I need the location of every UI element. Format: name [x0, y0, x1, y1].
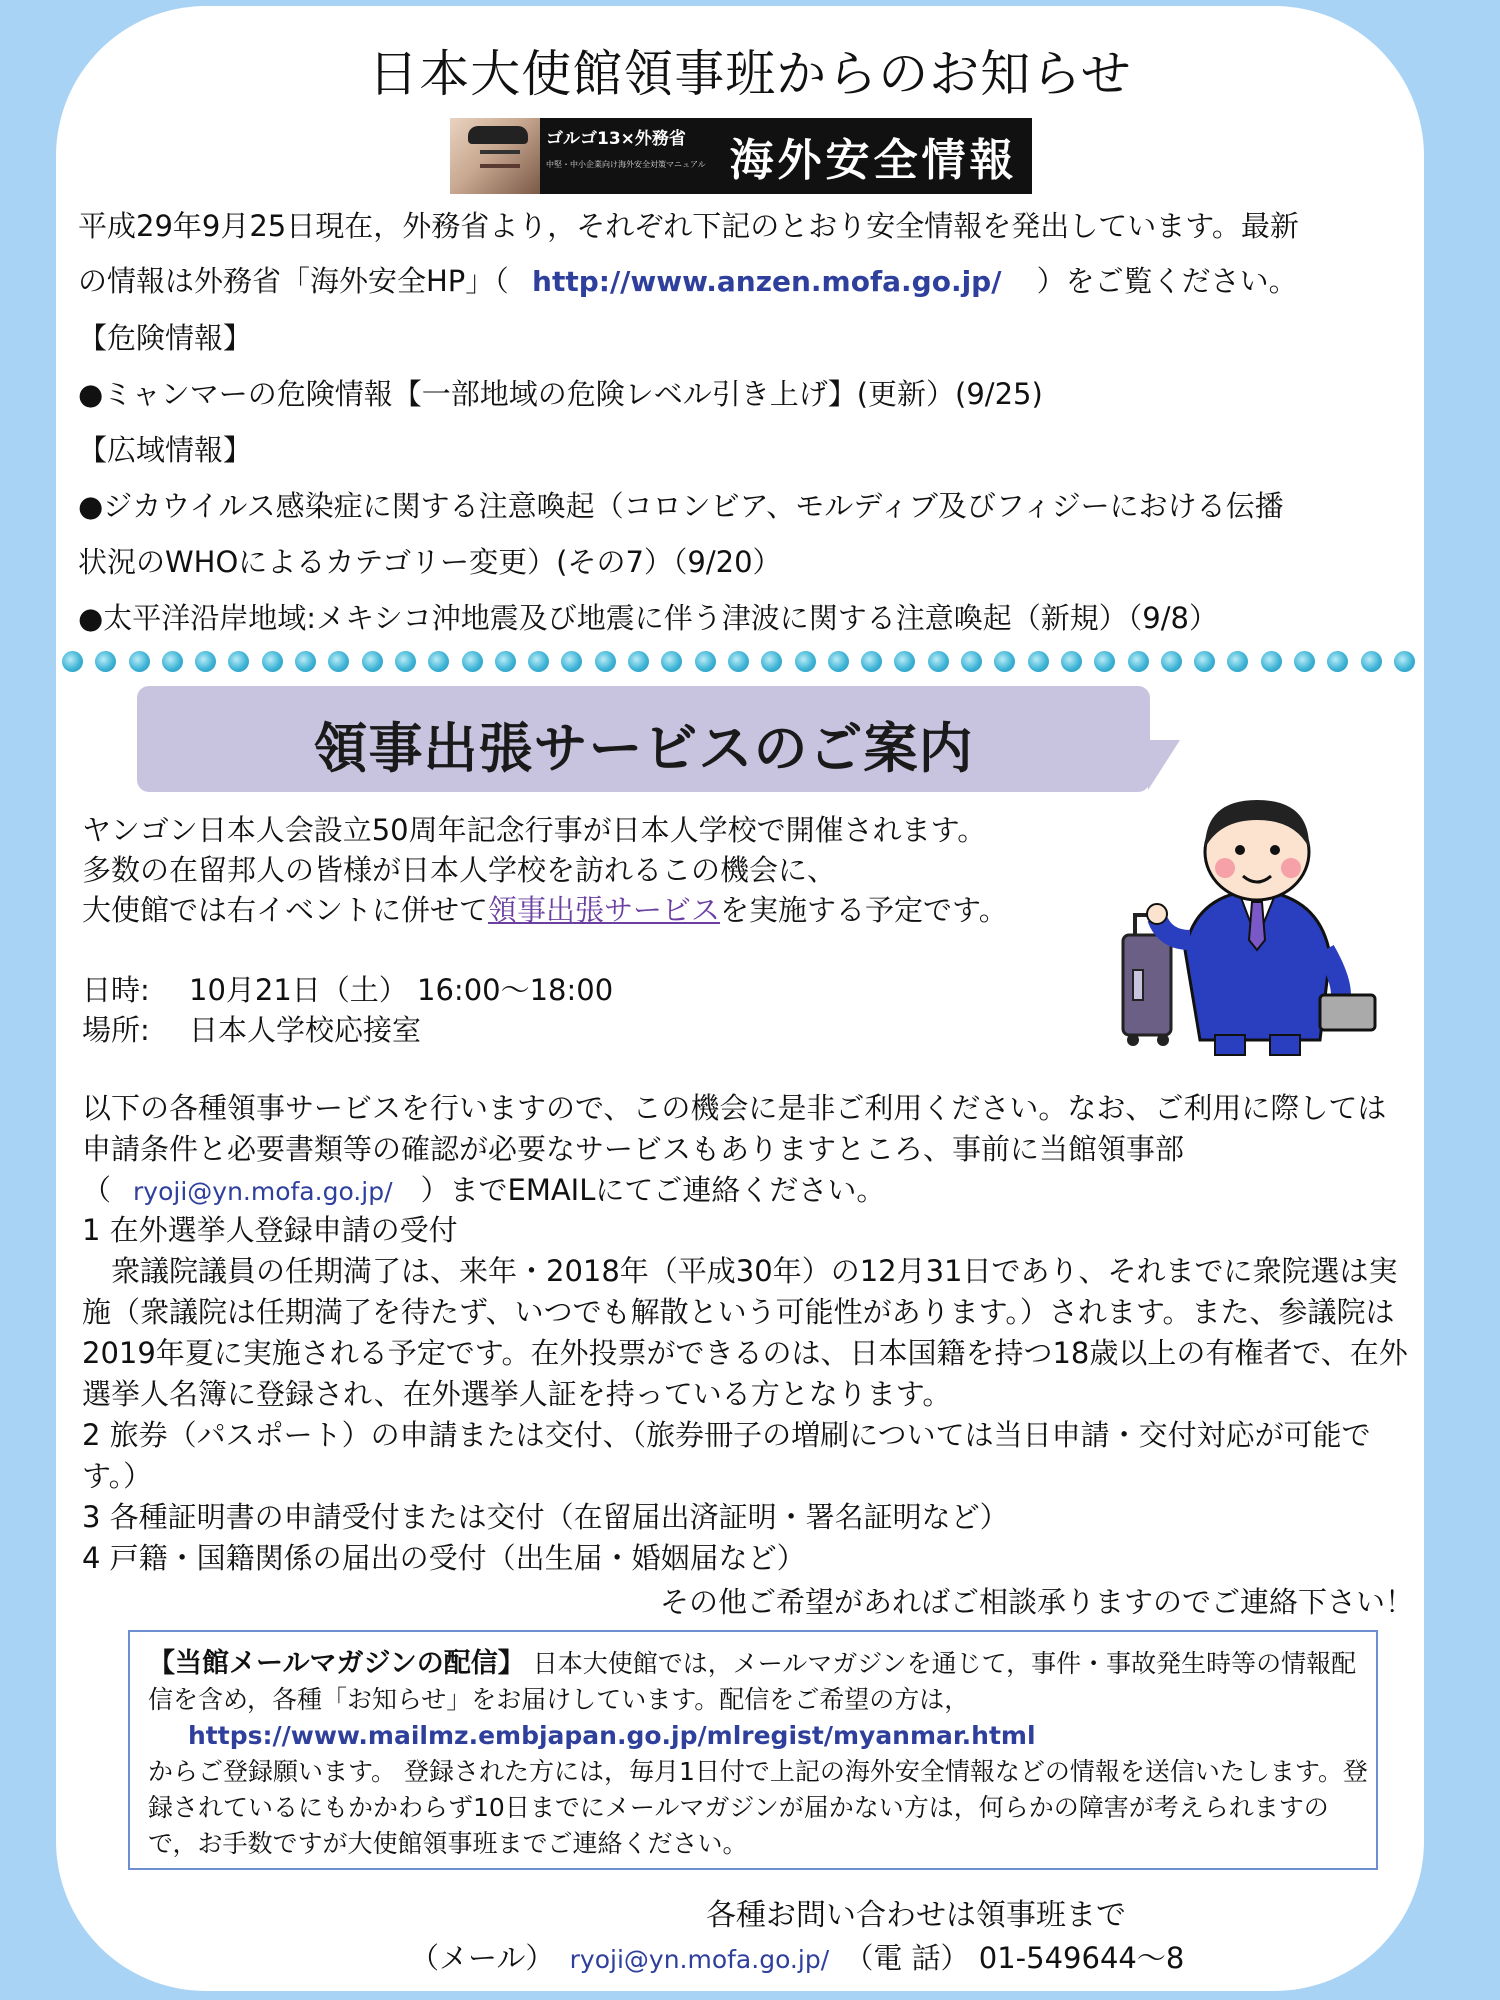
banner-logo-text: ゴルゴ13×外務省: [546, 129, 686, 149]
contact-mail-link[interactable]: ryoji@yn.mofa.go.jp/: [569, 1945, 830, 1974]
divider-dot: [129, 651, 150, 672]
divider-dot: [861, 651, 882, 672]
page-title: 日本大使館領事班からのお知らせ: [368, 45, 1132, 103]
mail-magazine-link[interactable]: https://www.mailmz.embjapan.go.jp/mlregist/myanmar.html: [188, 1721, 1036, 1750]
safety-banner: [450, 118, 1032, 194]
service-line3-text-end: を実施する予定です。: [720, 893, 1008, 927]
divider-dot: [828, 651, 849, 672]
divider-dot: [262, 651, 283, 672]
divider-dot: [62, 651, 83, 672]
service-closing: その他ご希望があればご相談承りますのでご連絡下さい！: [659, 1585, 1414, 1619]
divider-dot: [961, 651, 982, 672]
divider-dot: [894, 651, 915, 672]
contact-line: [410, 1936, 1184, 1977]
service-description: [82, 1088, 1412, 1212]
service-line1: ヤンゴン日本人会設立50周年記念行事が日本人学校で開催されます。: [82, 813, 987, 847]
service-item-2: 2 旅券（パスポート）の申請または交付、（旅券冊子の増刷については当日申請・交付対応が可能です。）: [82, 1418, 1371, 1493]
bubble-tail: [1148, 740, 1180, 790]
divider-dot: [1028, 651, 1049, 672]
danger-item: ●ミャンマーの危険情報【一部地域の危険レベル引き上げ】(更新）(9/25): [78, 377, 1043, 411]
divider-dot: [395, 651, 416, 672]
service-item-4: 4 戸籍・国籍関係の届出の受付（出生届・婚姻届など）: [82, 1541, 806, 1575]
service-heading: 領事出張サービスのご案内: [313, 717, 974, 780]
service-heading-bubble: [137, 686, 1150, 792]
divider-dot: [1194, 651, 1215, 672]
place-label: 場所:: [82, 1013, 150, 1047]
place-value: 日本人学校応接室: [189, 1013, 422, 1047]
divider-dot: [928, 651, 949, 672]
service-line3-text: 大使館では右イベントに併せて: [82, 893, 489, 927]
mail-magazine-text-1: 日本大使館では，メールマガジンを通じて，事件・事故発生時等の情報配信を含め，各種「お知らせ」をお届けしています。配信をご希望の方は，: [148, 1649, 1357, 1714]
divider-dot: [1061, 651, 1082, 672]
divider-dot: [1128, 651, 1149, 672]
divider-dot: [495, 651, 516, 672]
banner-title: 海外安全情報: [729, 135, 1018, 186]
banner-logo: [540, 118, 715, 194]
divider-dot: [1227, 651, 1248, 672]
divider-dot: [661, 651, 682, 672]
wide-area-heading: 【広域情報】: [78, 433, 253, 467]
divider-dot: [628, 651, 649, 672]
wide-area-item1-line1: ●ジカウイルス感染症に関する注意喚起（コロンビア、モルディブ及びフィジーにおける伝播: [78, 489, 1284, 523]
contact-tel: 01-549644～8: [978, 1941, 1185, 1975]
divider-dot: [795, 651, 816, 672]
service-line2: 多数の在留邦人の皆様が日本人学校を訪れるこの機会に、: [82, 853, 837, 887]
contact-heading: 各種お問い合わせは領事班まで: [706, 1898, 1126, 1933]
divider-dot: [595, 651, 616, 672]
mail-magazine-box: [128, 1630, 1378, 1870]
anzen-link[interactable]: http://www.anzen.mofa.go.jp/: [532, 265, 1002, 298]
businessman-illustration: [1105, 790, 1425, 1060]
service-place: [82, 1008, 421, 1049]
safety-intro-text: の情報は外務省「海外安全HP」（: [78, 264, 509, 298]
divider-dot: [362, 651, 383, 672]
divider-dot: [295, 651, 316, 672]
mail-magazine-text-2: からご登録願います。 登録された方には，毎月1日付で上記の海外安全情報などの情報を送信いたします。登録されているにもかかわらず10日までにメールマガジンが届かない方は，何らかの障害が考えられますので，お手数ですが大使館領事班までご連絡ください。: [148, 1757, 1368, 1858]
divider-dot: [1394, 651, 1415, 672]
divider-dot: [462, 651, 483, 672]
divider-dot: [1327, 651, 1348, 672]
divider-dot: [1161, 651, 1182, 672]
service-description-text-end: ）までEMAILにてご連絡ください。: [420, 1173, 886, 1207]
wide-area-item1-line2: 状況のWHOによるカテゴリー変更）(その7）（9/20）: [78, 545, 782, 579]
service-item-1-body: 衆議院議員の任期満了は、来年・2018年（平成30年）の12月31日であり、それまでに衆院選は実施（衆議院は任期満了を待たず、いつでも解散という可能性があります。）されます。また、参議院は2019年夏に実施される予定です。在外投票ができるのは、日本国籍を持つ18歳以上の有権者で、在外選挙人名簿に登録され、在外選挙人証を持っている方となります。: [82, 1254, 1408, 1411]
service-item-3: 3 各種証明書の申請受付または交付（在留届出済証明・署名証明など）: [82, 1500, 1009, 1534]
divider-dot: [761, 651, 782, 672]
service-link[interactable]: 領事出張サービス: [488, 893, 721, 927]
divider-dot: [1094, 651, 1115, 672]
divider-dot: [162, 651, 183, 672]
contact-mail-label: （メール）: [410, 1941, 555, 1975]
divider-dot: [1294, 651, 1315, 672]
service-item-1: 1 在外選挙人登録申請の受付: [82, 1213, 458, 1247]
mail-magazine-text: [148, 1646, 1368, 1862]
divider-dot: [95, 651, 116, 672]
divider-dot: [728, 651, 749, 672]
divider-dot: [1361, 651, 1382, 672]
service-line3: [82, 888, 1008, 929]
divider-dot: [994, 651, 1015, 672]
service-description-text: 以下の各種領事サービスを行いますので、この機会に是非ご利用ください。なお、ご利用に際しては申請条件と必要書類等の確認が必要なサービスもありますところ、事前に当館領事部（: [82, 1091, 1387, 1207]
date-value: 10月21日（土） 16:00～18:00: [189, 973, 614, 1007]
date-label: 日時:: [82, 973, 150, 1007]
divider-dot: [428, 651, 449, 672]
divider-dot: [561, 651, 582, 672]
dotted-divider: [56, 646, 1421, 676]
mail-magazine-heading: 【当館メールマガジンの配信】: [148, 1648, 525, 1679]
contact-tel-label: （電 話）: [844, 1941, 970, 1975]
banner-logo-subtitle: 中堅・中小企業向け海外安全対策マニュアル: [546, 160, 706, 169]
divider-dot: [228, 651, 249, 672]
danger-heading: 【危険情報】: [78, 321, 253, 355]
divider-dot: [528, 651, 549, 672]
safety-intro-text-end: ）をご覧ください。: [1036, 264, 1298, 298]
divider-dot: [195, 651, 216, 672]
divider-dot: [695, 651, 716, 672]
consular-email-link[interactable]: ryoji@yn.mofa.go.jp/: [133, 1177, 393, 1206]
service-date: [82, 968, 613, 1009]
safety-intro-line2: [78, 259, 1298, 300]
safety-intro-line1: 平成29年9月25日現在，外務省より，それぞれ下記のとおり安全情報を発出しています。最新: [78, 209, 1299, 243]
divider-dot: [328, 651, 349, 672]
wide-area-item2: ●太平洋沿岸地域:メキシコ沖地震及び地震に伴う津波に関する注意喚起（新規）（9/8）: [78, 601, 1218, 635]
golgo-portrait-image: [450, 118, 540, 194]
divider-dot: [1261, 651, 1282, 672]
